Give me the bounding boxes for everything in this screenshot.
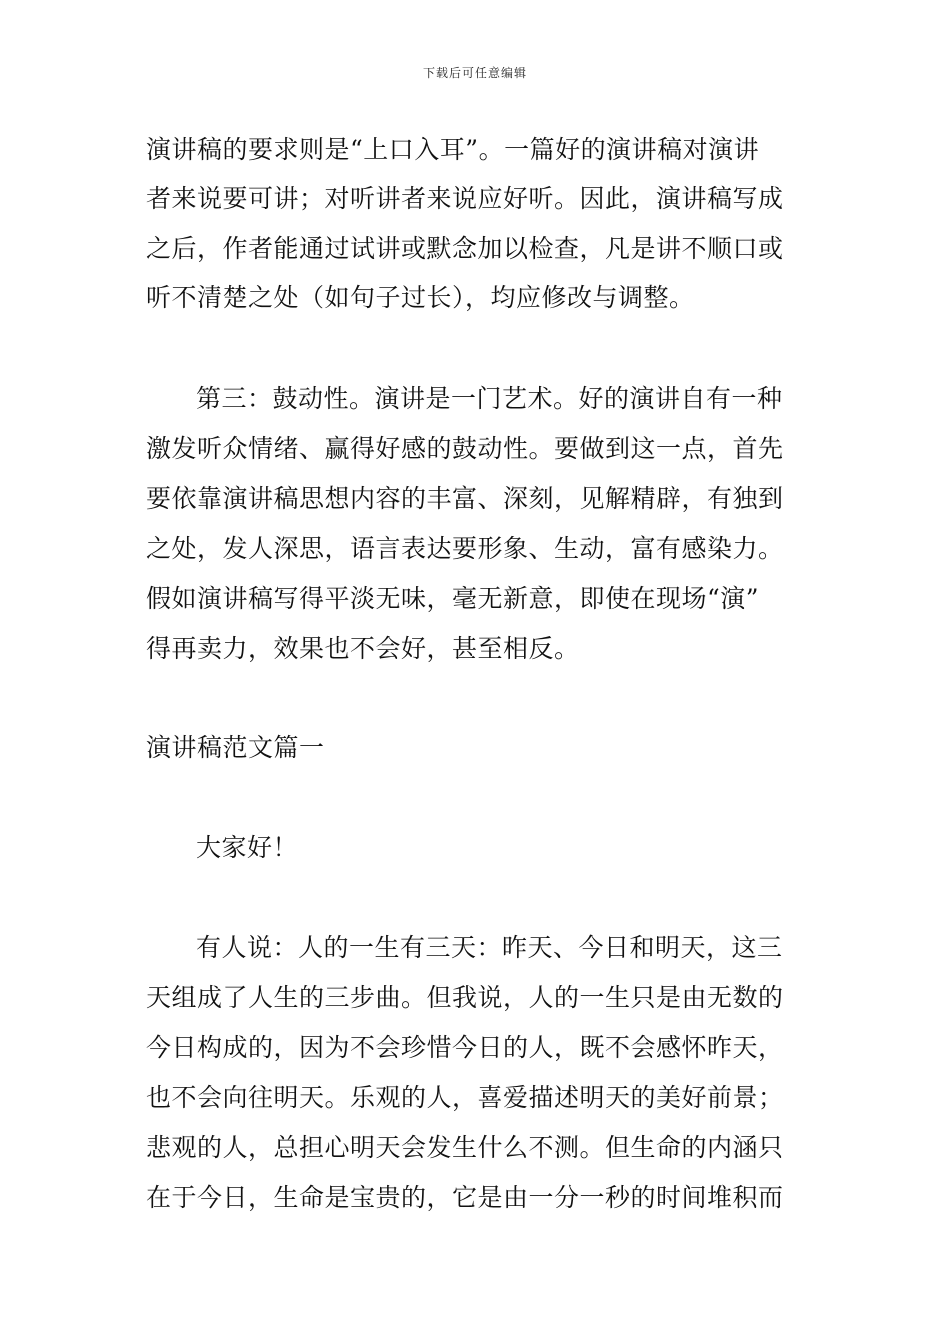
section-heading: 演讲稿范文篇一 — [146, 733, 325, 762]
paragraph-line: 天组成了人生的三步曲。但我说，人的一生只是由无数的 — [146, 983, 784, 1012]
paragraph-line: 者来说要可讲；对听讲者来说应好听。因此，演讲稿写成 — [146, 184, 784, 213]
paragraph-line: 演讲稿的要求则是“上口入耳”。一篇好的演讲稿对演讲 — [146, 135, 760, 164]
paragraph-line: 之处，发人深思，语言表达要形象、生动，富有感染力。 — [146, 534, 784, 563]
paragraph-line: 今日构成的，因为不会珍惜今日的人，既不会感怀昨天， — [146, 1033, 784, 1062]
paragraph-line: 悲观的人，总担心明天会发生什么不测。但生命的内涵只 — [146, 1133, 784, 1162]
paragraph-line: 激发听众情绪、赢得好感的鼓动性。要做到这一点，首先 — [146, 434, 784, 463]
paragraph-line: 假如演讲稿写得平淡无味，毫无新意，即使在现场“演” — [146, 584, 760, 613]
paragraph-line: 在于今日，生命是宝贵的，它是由一分一秒的时间堆积而 — [146, 1183, 784, 1212]
page-header: 下载后可任意编辑 — [422, 66, 527, 80]
paragraph-line: 要依靠演讲稿思想内容的丰富、深刻，见解精辟，有独到 — [146, 484, 784, 513]
paragraph-line: 有人说：人的一生有三天：昨天、今日和明天，这三 — [196, 933, 783, 962]
paragraph-line: 听不清楚之处（如句子过长），均应修改与调整。 — [146, 283, 695, 312]
paragraph-line: 得再卖力，效果也不会好，甚至相反。 — [146, 634, 580, 663]
paragraph-line: 第三：鼓动性。演讲是一门艺术。好的演讲自有一种 — [196, 384, 783, 413]
paragraph-line: 也不会向往明天。乐观的人，喜爱描述明天的美好前景； — [146, 1083, 784, 1112]
paragraph-line: 之后，作者能通过试讲或默念加以检查，凡是讲不顺口或 — [146, 234, 784, 263]
greeting: 大家好！ — [196, 833, 299, 862]
